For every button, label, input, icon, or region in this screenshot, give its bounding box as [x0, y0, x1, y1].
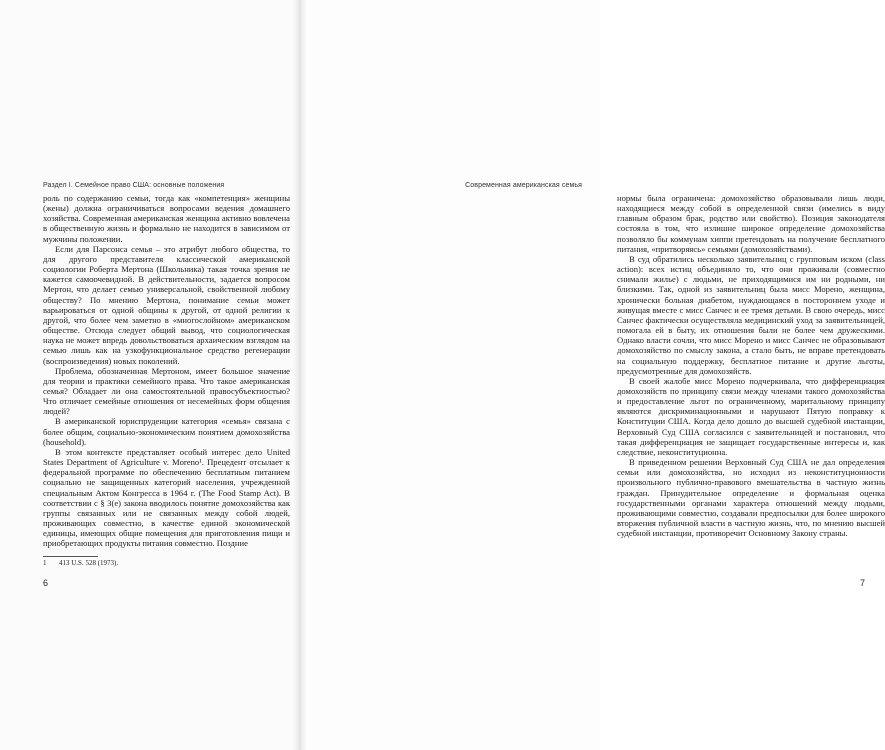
left-running-head: Раздел I. Семейное право США: основные положения	[43, 182, 225, 189]
footnote-number: 1	[43, 559, 47, 567]
footnote-text: 413 U.S. 528 (1973).	[59, 559, 119, 567]
book-gutter	[293, 0, 307, 750]
paragraph: В этом контексте представляет особый интерес дело United States Department of Agriculture v. Moreno¹. Прецедент отсылает к федеральной программе по обеспечению бесплатным питанием социально не защищенных категорий населения, учрежденной специальным Актом Конгресса в 1964 г. (The Food Stamp Act). В соответствии с § 3(е) закона вводилось понятие домохозяйства как группы связанных или не связанных между собой людей, проживающих совместно, в качестве единой экономической единицы, имеющих общие помещения для приготовления пищи и приобретающих продукты питания совместно. Поздние	[43, 446, 290, 549]
right-running-head: Современная американская семья	[465, 182, 582, 189]
right-page	[300, 0, 885, 750]
footnote	[43, 559, 118, 567]
page-number-right: 7	[860, 578, 866, 588]
page-number-left: 6	[43, 578, 49, 588]
paragraph: Если для Парсонса семья – это атрибут любого общества, то для другого представителя классической американской социологии Роберта Мертона (Школьника) такая точка зрения не кажется самоочевидной. В действительности, задается вопросом Мертон, что делает семью универсальной, свойственной любому обществу? По мнению Мертона, понимание семьи может варьироваться от одной общины к другой, от одной религии к другой, что более чем заметно в «многослойном» американском обществе. Отсюда следует общий вывод, что социологическая наука не может впредь довольствоваться архаическим взглядом на семью лишь как на узкофункциональное средство регенерации (воспроизведения) новых поколений.	[43, 243, 290, 366]
left-page	[0, 0, 300, 750]
left-page-body	[43, 193, 290, 548]
paragraph: В приведенном решении Верховный Суд США не дал определения семьи или домохозяйства, но исходил из неконституционности произвольного публично-правового вмешательства в частную жизнь граждан. Принудительное определение и формальная оценка государственными органами характера отношений между людьми, проживающими совместно, создавали предпосылки для более широкого вторжения публичной власти в частную жизнь, что, по мнению высшей судебной инстанции, противоречит Основному Закону страны.	[617, 457, 885, 539]
right-page-body	[617, 193, 885, 538]
paragraph: Проблема, обозначенная Мертоном, имеет большое значение для теории и практики семейного права. Что такое американская семья? Обладает ли она самостоятельной правосубъектностью? Что отличает семейные отношения от несемейных форм общения людей?	[43, 365, 290, 417]
paragraph: В американской юриспруденции категория «семья» связана с более общим, социально-экономическим понятием домохозяйства (household).	[43, 416, 290, 447]
paragraph: нормы была ограничена: домохозяйство образовывали лишь люди, находящиеся между собой в определенной связи (имелись в виду главным образом брак, родство или свойство). Позиция законодателя состояла в том, что излишне широкое определение домохозяйства позволяло бы коммунам хиппи претендовать на получение бесплатного питания, «притворяясь» семьями (домохозяйствами).	[617, 193, 885, 254]
paragraph: роль по содержанию семьи, тогда как «компетенция» женщины (жены) должна ограничиваться вопросами ведения домашнего хозяйства. Современная американская женщина активно вовлечена в общественную жизнь и формально не находится в зависимом от мужчины положении.	[43, 193, 290, 244]
footnote-rule	[43, 556, 98, 557]
paragraph: В суд обратились несколько заявительниц с групповым иском (class action): всех истиц объединяло то, что они проживали (совместно снимали жилье) с людьми, не приходящимися им ни родными, ни близкими. Так, одной из заявительниц была мисс Морено, женщина, хронически больная диабетом, нуждающаяся в постороннем уходе и живущая вместе с мисс Санчес и ее тремя детьми. В свою очередь, мисс Санчес фактически осуществляла медицинский уход за заявительницей, помогала ей в быту, их отношения были не более чем дружескими. Однако власти сочли, что мисс Морено и мисс Санчес не образовывают домохозяйство по смыслу закона, а стало быть, не вправе претендовать на социальную поддержку, бесплатное питание и другие льготы, предусмотренные для домохозяйств.	[617, 253, 885, 376]
paragraph: В своей жалобе мисс Морено подчеркивала, что дифференциация домохозяйств по принципу связи между членами такого домохозяйства и предоставление льгот по ограниченному, маритальному принципу являются дискриминационными и нарушают Пятую поправку к Конституции США. Когда дело дошло до высшей судебной инстанции, Верховный Суд США согласился с заявительницей и постановил, что такая дифференциация не защищает государственные интересы и, как следствие, неконституционна.	[617, 375, 885, 457]
